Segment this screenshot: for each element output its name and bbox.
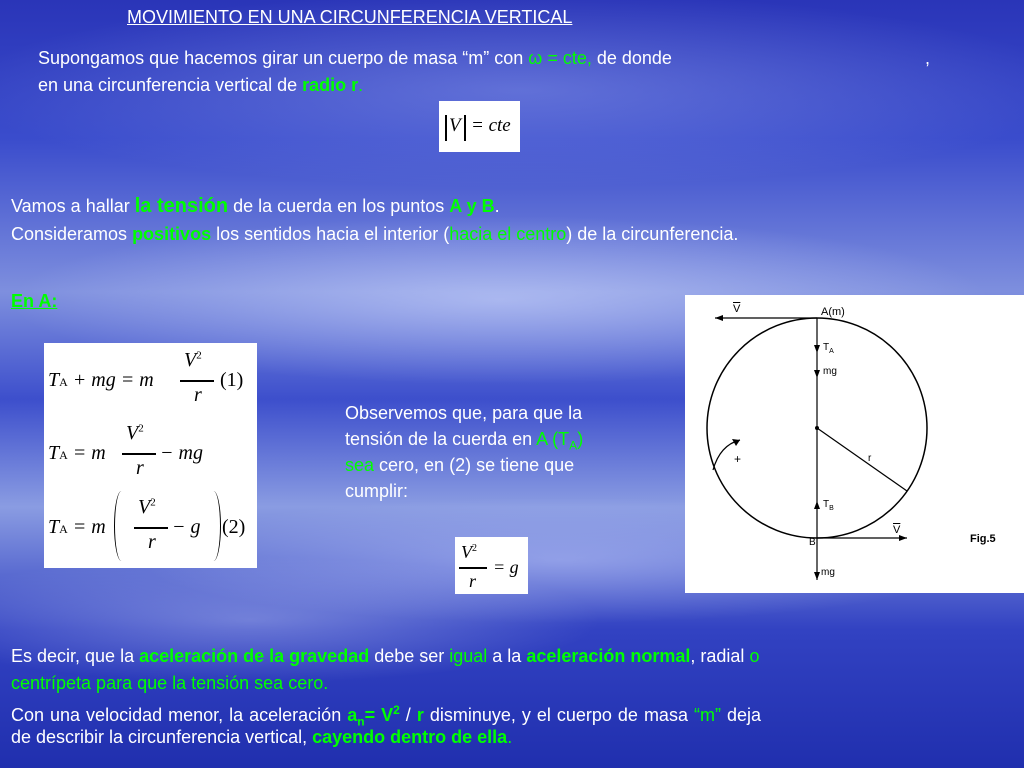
- la-tension: la tensión: [134, 195, 229, 217]
- eq3-mid: = m: [72, 516, 106, 538]
- condition-equation: [455, 537, 528, 594]
- vertical-circle-figure: [685, 295, 1024, 593]
- observe-line-1: Observemos que, para que la: [345, 403, 583, 423]
- fig-label-ta: [823, 342, 834, 355]
- concl-text: disminuye, y el cuerpo de masa: [423, 705, 694, 725]
- fig-label-mg-bottom: mg: [821, 567, 835, 578]
- velocity-top-arrowhead: [715, 315, 723, 321]
- intro-dot: .: [358, 75, 364, 95]
- fig-label-v-top: $\overline{V}$: [733, 303, 741, 315]
- fig-tb-sub: B: [829, 505, 834, 512]
- omega-const: ω = cte,: [528, 48, 592, 68]
- cond-eq: = g: [493, 557, 519, 577]
- points-ab: A y B: [449, 196, 495, 216]
- concl-eq: = V: [364, 705, 394, 725]
- cond-fraction-bar: [459, 567, 487, 569]
- eq3: [48, 516, 106, 539]
- fig-label-b: B: [809, 537, 816, 548]
- mg-top-arrowhead: [814, 370, 820, 378]
- tension-equations: [44, 343, 257, 568]
- observe-ta-sub: A: [569, 438, 578, 453]
- conclusion-line-2: centrípeta para que la tensión sea cero.: [11, 673, 329, 693]
- eq3-right-paren: [206, 491, 221, 561]
- tension-dot: .: [494, 196, 500, 216]
- observe-text: cero, en (2) se tiene que: [374, 455, 575, 475]
- center-point: [815, 426, 819, 430]
- eq2-sub: A: [59, 448, 68, 462]
- abs-bar-left: [445, 115, 447, 141]
- abs-bar-right: [464, 115, 466, 141]
- eq3-tag: (2): [222, 516, 246, 538]
- fig-label-mg-top: mg: [823, 366, 837, 377]
- fig-label-tb: [823, 499, 834, 512]
- eq3-tail: − g: [172, 516, 201, 538]
- positivos: positivos: [132, 224, 212, 244]
- mg-bottom-arrowhead: [814, 572, 820, 580]
- tension-text: de la cuerda en los puntos: [228, 196, 450, 216]
- intro-text: Supongamos que hacemos girar un cuerpo de masa “m” con: [38, 48, 529, 68]
- eq2-sup: 2: [138, 422, 144, 435]
- eq3-fraction-bar: [134, 527, 168, 529]
- eq3-t: T: [48, 516, 60, 538]
- eq2: [48, 442, 106, 465]
- conclusion-line-4: [11, 724, 512, 750]
- velocity-constant-equation: [439, 101, 520, 152]
- observe-line-3: [345, 452, 574, 478]
- tension-line-2: [11, 221, 738, 247]
- conclusion-line-1: [11, 643, 977, 669]
- observe-line-4: cumplir:: [345, 481, 409, 501]
- concl-o: o: [749, 646, 760, 666]
- eq2-tail: − mg: [160, 442, 203, 464]
- eq2-frac-num: [126, 422, 144, 445]
- tension-text: Consideramos: [11, 224, 133, 244]
- intro-text: en una circunferencia vertical de: [38, 75, 303, 95]
- eq1: [48, 369, 154, 392]
- concl-an: a: [347, 705, 358, 725]
- concl-slash: /: [399, 705, 417, 725]
- eq1-t: T: [48, 369, 60, 391]
- section-en-a: En A:: [11, 291, 58, 311]
- eq2-mid: = m: [72, 442, 106, 464]
- eq3-v: V: [138, 496, 151, 518]
- concl-text: , radial: [690, 646, 750, 666]
- observe-text: tensión de la cuerda en: [345, 429, 537, 449]
- concl-r: r: [416, 705, 424, 725]
- eq2-fraction-bar: [122, 453, 156, 455]
- eq1-r: r: [194, 384, 202, 406]
- concl-text: debe ser: [369, 646, 450, 666]
- page-title: MOVIMIENTO EN UNA CIRCUNFERENCIA VERTICAL: [127, 7, 573, 27]
- cond-sup: 2: [472, 543, 477, 554]
- fig-ta-sub: A: [829, 348, 834, 355]
- eq1-v: V: [184, 349, 197, 371]
- eq3-sup: 2: [150, 496, 156, 509]
- concl-acc-gravedad: aceleración de la gravedad: [139, 646, 370, 666]
- radio-r: radio r: [302, 75, 359, 95]
- concl-text: deja: [720, 705, 761, 725]
- eq1-fraction-bar: [180, 380, 214, 382]
- fig-label-v-bottom: $\overline{V}$: [893, 524, 901, 536]
- fig-tb: T: [823, 499, 830, 510]
- cond-v: V: [461, 542, 472, 562]
- radius-line: [817, 428, 907, 491]
- eq2-v: V: [126, 422, 139, 444]
- cond-num: [461, 542, 477, 563]
- concl-sup: 2: [393, 703, 400, 717]
- concl-text: Con una velocidad menor, la aceleración: [11, 705, 348, 725]
- intro-line-1: [38, 45, 672, 71]
- tension-text: los sentidos hacia el interior (: [211, 224, 450, 244]
- observe-paren: ): [577, 429, 584, 449]
- figure-diagram: [685, 295, 1024, 593]
- cond-r: r: [469, 571, 477, 591]
- tension-text: ) de la circunferencia.: [566, 224, 739, 244]
- observe-ta: A (T: [536, 429, 570, 449]
- eq1-frac-num: [184, 349, 202, 372]
- intro-line-2: [38, 72, 363, 98]
- fig-ta: T: [823, 342, 830, 353]
- fig-label-am: A(m): [821, 306, 845, 318]
- eq2-t: T: [48, 442, 60, 464]
- eq3-r: r: [148, 531, 156, 553]
- concl-dot: .: [507, 727, 513, 747]
- eq3-frac-num: [138, 496, 156, 519]
- fig-caption: Fig.5: [970, 533, 996, 545]
- concl-m: “m”: [693, 705, 721, 725]
- concl-acc-normal: aceleración normal: [526, 646, 691, 666]
- eq3-sub: A: [59, 522, 68, 536]
- eq3-left-paren: [114, 491, 129, 561]
- concl-igual: igual: [449, 646, 488, 666]
- fig-label-plus: +: [734, 452, 742, 466]
- fig-label-r: r: [868, 453, 872, 464]
- concl-an-sub: n: [357, 714, 365, 729]
- eq2-r: r: [136, 457, 144, 479]
- intro-text: de donde: [591, 48, 672, 68]
- intro-comma: ,: [925, 48, 931, 68]
- eq-cte: = cte: [471, 115, 511, 136]
- hacia-el-centro: hacia el centro: [449, 224, 567, 244]
- tb-arrowhead: [814, 501, 820, 509]
- observe-sea: sea: [345, 455, 375, 475]
- eq1-sup: 2: [196, 349, 202, 362]
- concl-text: a la: [487, 646, 527, 666]
- concl-text: Es decir, que la: [11, 646, 140, 666]
- tension-text: Vamos a hallar: [11, 196, 135, 216]
- eq-v: V: [449, 115, 461, 136]
- ta-arrowhead: [814, 345, 820, 353]
- concl-text: de describir la circunferencia vertical,: [11, 727, 313, 747]
- eq1-tag: (1): [220, 369, 244, 391]
- eq1-mid: + mg = m: [72, 369, 154, 391]
- tension-line-1: [11, 193, 500, 219]
- concl-cayendo: cayendo dentro de ella: [312, 727, 508, 747]
- eq1-sub: A: [59, 375, 68, 389]
